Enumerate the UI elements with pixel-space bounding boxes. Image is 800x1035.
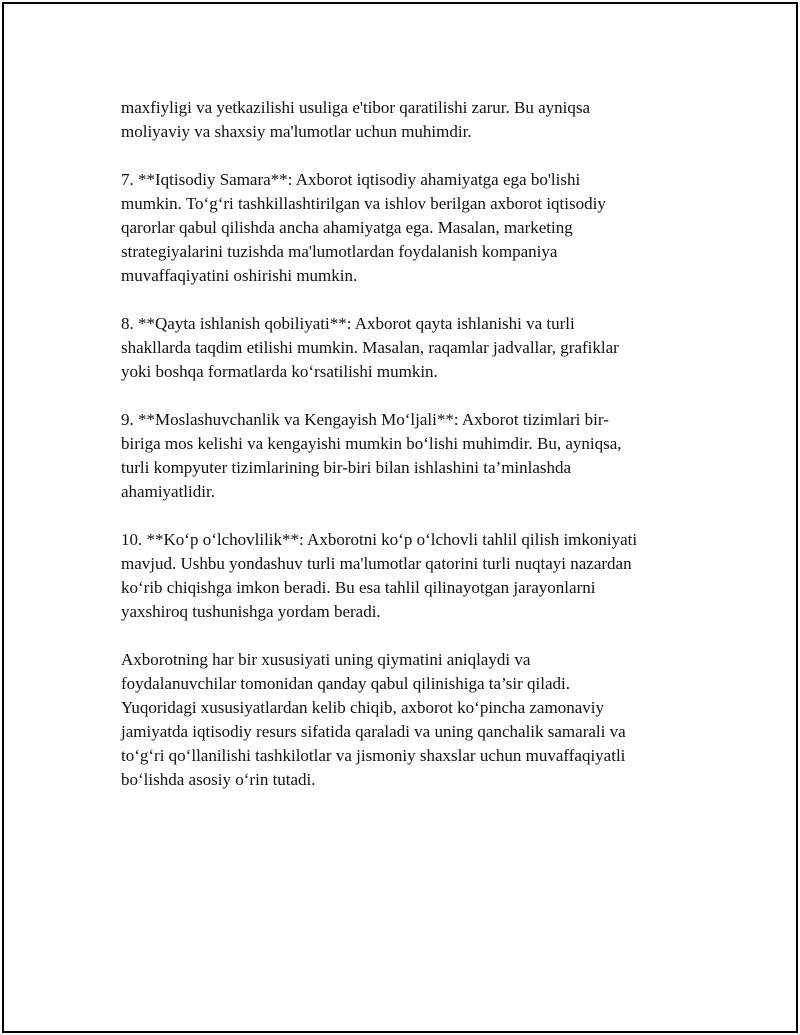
text-line: turli kompyuter tizimlarining bir-biri bilan ishlashini ta’minlashda: [121, 458, 572, 477]
paragraph-item-8: [121, 312, 691, 384]
paragraph-item-9: [121, 408, 691, 504]
text-line: maxfiyligi va yetkazilishi usuliga e'tibor qaratilishi zarur. Bu ayniqsa: [121, 98, 591, 117]
text-line: shakllarda taqdim etilishi mumkin. Masalan, raqamlar jadvallar, grafiklar: [121, 338, 619, 357]
text-line: biriga mos kelishi va kengayishi mumkin bo‘lishi muhimdir. Bu, ayniqsa,: [121, 434, 622, 453]
text-line: strategiyalarini tuzishda ma'lumotlardan foydalanish kompaniya: [121, 242, 558, 261]
text-line: mumkin. To‘g‘ri tashkillashtirilgan va ishlov berilgan axborot iqtisodiy: [121, 194, 606, 213]
paragraph-intro-continued: [121, 96, 691, 144]
text-line: qarorlar qabul qilishda ancha ahamiyatga ega. Masalan, marketing: [121, 218, 573, 237]
document-body: [121, 96, 691, 816]
text-line: muvaffaqiyatini oshirishi mumkin.: [121, 266, 358, 285]
text-line: Yuqoridagi xususiyatlardan kelib chiqib, axborot ko‘pincha zamonaviy: [121, 698, 604, 717]
text-line: foydalanuvchilar tomonidan qanday qabul qilinishiga ta’sir qiladi.: [121, 674, 570, 693]
text-line: jamiyatda iqtisodiy resurs sifatida qaraladi va uning qanchalik samarali va: [121, 722, 626, 741]
text-line: bo‘lishda asosiy o‘rin tutadi.: [121, 770, 316, 789]
paragraph-item-10: [121, 528, 691, 624]
text-line: moliyaviy va shaxsiy ma'lumotlar uchun muhimdir.: [121, 122, 472, 141]
text-line: yoki boshqa formatlarda ko‘rsatilishi mumkin.: [121, 362, 438, 381]
page-frame: [2, 2, 798, 1033]
text-line: ko‘rib chiqishga imkon beradi. Bu esa tahlil qilinayotgan jarayonlarni: [121, 578, 596, 597]
text-line: 9. **Moslashuvchanlik va Kengayish Mo‘ljali**: Axborot tizimlari bir-: [121, 410, 609, 429]
text-line: mavjud. Ushbu yondashuv turli ma'lumotlar qatorini turli nuqtayi nazardan: [121, 554, 632, 573]
text-line: to‘g‘ri qo‘llanilishi tashkilotlar va jismoniy shaxslar uchun muvaffaqiyatli: [121, 746, 626, 765]
text-line: 10. **Ko‘p o‘lchovlilik**: Axborotni ko‘p o‘lchovli tahlil qilish imkoniyati: [121, 530, 638, 549]
text-line: Axborotning har bir xususiyati uning qiymatini aniqlaydi va: [121, 650, 531, 669]
text-line: yaxshiroq tushunishga yordam beradi.: [121, 602, 381, 621]
text-line: 8. **Qayta ishlanish qobiliyati**: Axborot qayta ishlanishi va turli: [121, 314, 575, 333]
text-line: 7. **Iqtisodiy Samara**: Axborot iqtisodiy ahamiyatga ega bo'lishi: [121, 170, 581, 189]
text-line: ahamiyatlidir.: [121, 482, 215, 501]
paragraph-item-7: [121, 168, 691, 288]
paragraph-conclusion: [121, 648, 691, 792]
